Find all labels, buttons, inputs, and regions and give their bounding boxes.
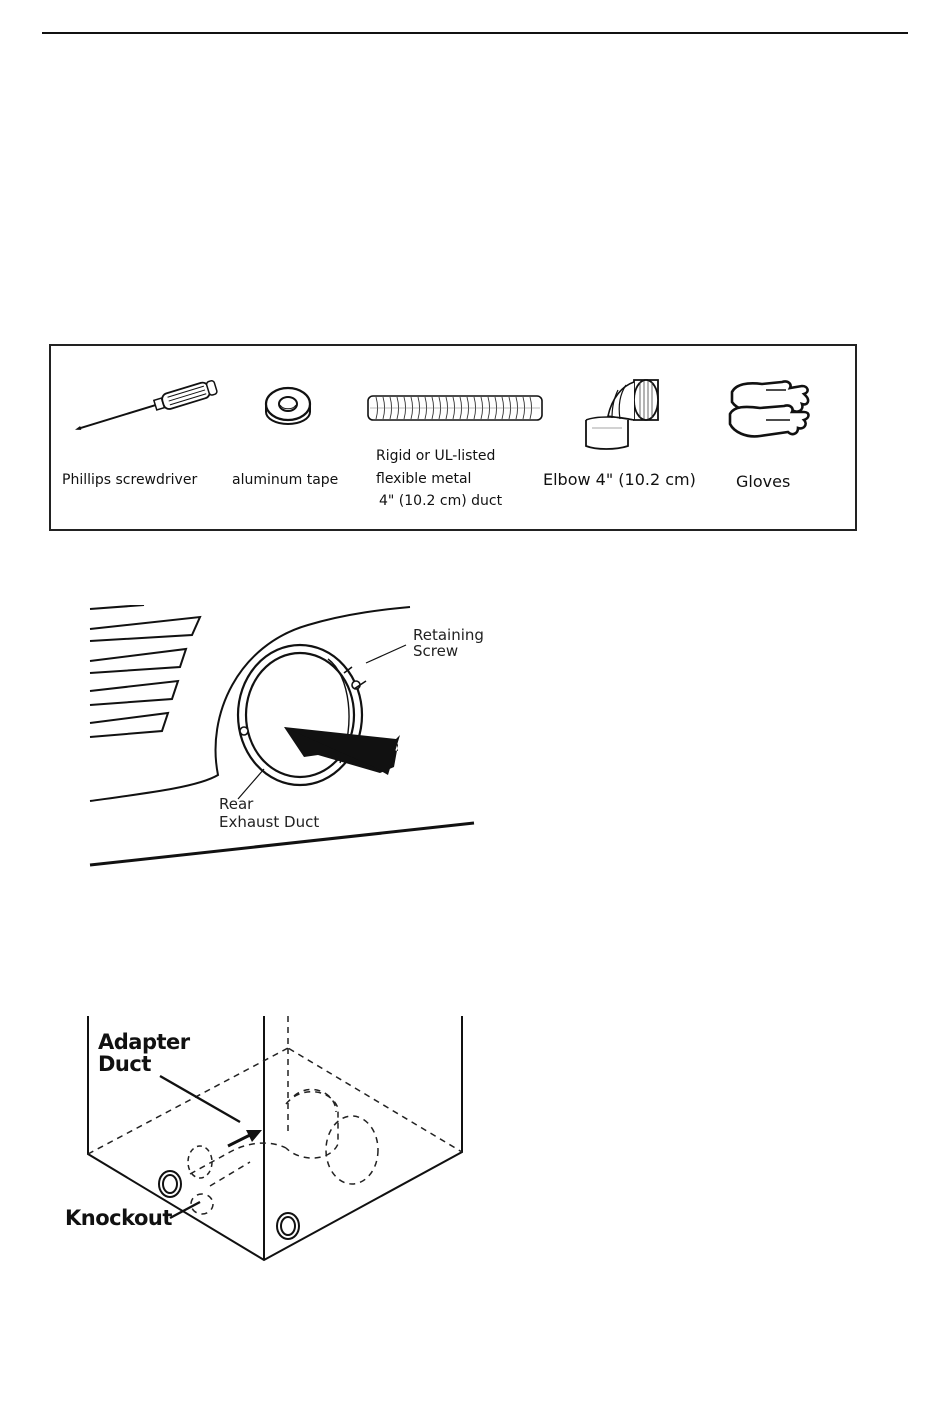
rear-exhaust-label-line2: Exhaust Duct [219,813,320,831]
duct-label-line1: Rigid or UL-listed [376,448,496,464]
tape-label: aluminum tape [232,472,339,488]
tools-needed-box [49,344,857,531]
elbow-duct-icon [578,372,670,454]
adapter-duct-label-line2: Duct [98,1052,151,1076]
gloves-label: Gloves [736,472,791,491]
retaining-screw-label-line1: Retaining [413,626,484,644]
retaining-screw-label-line2: Screw [413,642,459,660]
top-rule [42,32,908,34]
flexible-duct-icon [364,392,546,424]
rear-exhaust-label-line1: Rear [219,795,254,813]
gloves-icon [722,378,814,440]
screwdriver-label: Phillips screwdriver [62,472,198,488]
adapter-duct-label-line1: Adapter [98,1030,190,1054]
duct-label-line2: flexible metal [376,471,472,487]
knockout-label: Knockout [65,1206,172,1230]
duct-label-line3: 4" (10.2 cm) duct [379,493,503,509]
tape-roll-icon [260,378,316,434]
screwdriver-icon [69,380,229,430]
elbow-label: Elbow 4" (10.2 cm) [543,470,696,489]
